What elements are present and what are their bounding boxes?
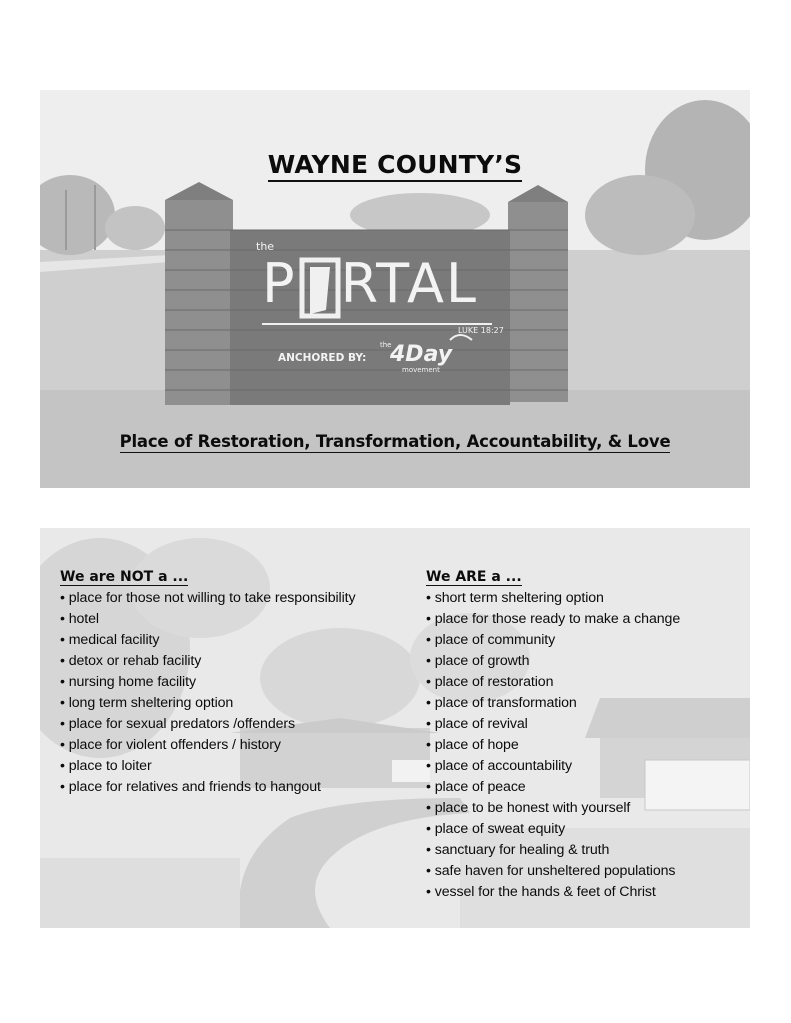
list-item: • place of accountability [426, 758, 573, 774]
not-list-items [60, 588, 400, 798]
list-item: • long term sheltering option [60, 695, 234, 711]
are-list [426, 568, 746, 903]
list-item: • place of peace [426, 779, 526, 795]
list-item: • place of transformation [426, 695, 577, 711]
list-item: • place to be honest with yourself [426, 800, 631, 816]
sign-photo-panel [40, 90, 750, 488]
list-item: • safe haven for unsheltered populations [426, 863, 676, 879]
list-item: • place of restoration [426, 674, 554, 690]
logo-main-text: 4Day [390, 342, 453, 367]
list-item: • place of community [426, 632, 556, 648]
list-item: • vessel for the hands & feet of Christ [426, 884, 656, 900]
not-list-heading: We are NOT a ... [60, 569, 189, 585]
tagline-text: Place of Restoration, Transformation, Accountability, & Love [119, 432, 671, 451]
header-title-text: WAYNE COUNTY’S [268, 150, 523, 182]
list-item: • place for those not willing to take responsibility [60, 590, 356, 606]
list-item: • place of sweat equity [426, 821, 566, 837]
list-item: • nursing home facility [60, 674, 196, 690]
not-list [60, 568, 400, 798]
logo-sub-text: movement [402, 366, 440, 374]
list-item: • place for violent offenders / history [60, 737, 281, 753]
are-list-heading: We ARE a ... [426, 569, 522, 585]
lists-panel [40, 528, 750, 928]
sign-verse: LUKE 18:27 [458, 326, 504, 335]
list-item: • detox or rehab facility [60, 653, 202, 669]
sign-anchored-text: ANCHORED BY: [278, 352, 367, 364]
list-item: • medical facility [60, 632, 160, 648]
list-item: • sanctuary for healing & truth [426, 842, 610, 858]
list-item: • place to loiter [60, 758, 152, 774]
tagline [40, 432, 750, 452]
list-item: • short term sheltering option [426, 590, 604, 606]
list-item: • place of growth [426, 653, 530, 669]
logo-small-text: the [380, 341, 392, 349]
sign-name-visible: P RTAL [262, 252, 478, 315]
header-title [40, 150, 750, 179]
list-item: • hotel [60, 611, 99, 627]
list-item: • place of revival [426, 716, 528, 732]
list-item: • place for those ready to make a change [426, 611, 681, 627]
list-item: • place for relatives and friends to hangout [60, 779, 321, 795]
are-list-items [426, 588, 746, 903]
list-item: • place of hope [426, 737, 519, 753]
sign-the-text: the [256, 240, 275, 253]
list-item: • place for sexual predators /offenders [60, 716, 296, 732]
